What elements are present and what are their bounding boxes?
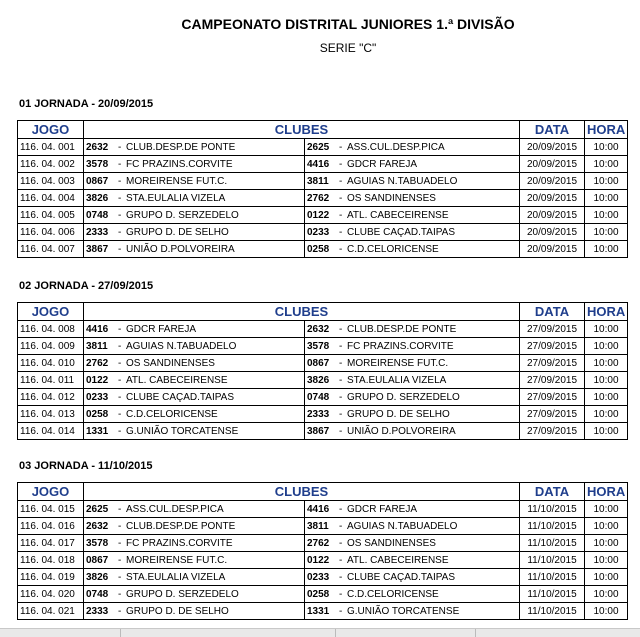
away-club-code: 2625 <box>307 141 330 153</box>
game-id: 116. 04. 012 <box>18 389 84 406</box>
separator: - <box>339 158 343 170</box>
game-date: 20/09/2015 <box>520 190 585 207</box>
separator: - <box>339 588 343 600</box>
away-club-cell <box>305 207 520 224</box>
round-title: 03 JORNADA - 11/10/2015 <box>19 460 153 472</box>
game-date: 11/10/2015 <box>520 603 585 620</box>
away-club-code: 0258 <box>307 588 330 600</box>
separator: - <box>339 605 343 617</box>
separator: - <box>118 391 122 403</box>
header-data: DATA <box>520 303 585 321</box>
home-club-name: GRUPO D. SERZEDELO <box>126 209 239 221</box>
home-club-name: AGUIAS N.TABUADELO <box>126 340 237 352</box>
home-club-name: STA.EULALIA VIZELA <box>126 571 226 583</box>
game-date: 27/09/2015 <box>520 389 585 406</box>
home-club-cell <box>84 518 305 535</box>
table-header-row <box>18 121 628 139</box>
separator: - <box>339 408 343 420</box>
game-id: 116. 04. 006 <box>18 224 84 241</box>
table-row <box>18 552 628 569</box>
home-club-cell <box>84 552 305 569</box>
away-club-cell <box>305 156 520 173</box>
home-club-cell <box>84 224 305 241</box>
away-club-name: MOREIRENSE FUT.C. <box>347 357 449 369</box>
document-title: CAMPEONATO DISTRITAL JUNIORES 1.ª DIVISÃO <box>181 16 515 32</box>
game-date: 27/09/2015 <box>520 406 585 423</box>
game-time: 10:00 <box>585 389 628 406</box>
separator: - <box>339 520 343 532</box>
home-club-code: 1331 <box>86 425 109 437</box>
away-club-cell <box>305 372 520 389</box>
home-club-name: ASS.CUL.DESP.PICA <box>126 503 224 515</box>
home-club-cell <box>84 241 305 258</box>
separator: - <box>339 554 343 566</box>
game-time: 10:00 <box>585 224 628 241</box>
header-jogo: JOGO <box>18 303 84 321</box>
round-title: 02 JORNADA - 27/09/2015 <box>19 280 154 292</box>
separator: - <box>118 537 122 549</box>
table-row <box>18 338 628 355</box>
game-time: 10:00 <box>585 338 628 355</box>
table-row <box>18 190 628 207</box>
header-clubes: CLUBES <box>84 303 520 321</box>
game-date: 20/09/2015 <box>520 207 585 224</box>
away-club-cell <box>305 586 520 603</box>
away-club-cell <box>305 241 520 258</box>
home-club-code: 0867 <box>86 554 109 566</box>
away-club-cell <box>305 139 520 156</box>
table-row <box>18 586 628 603</box>
home-club-code: 2625 <box>86 503 109 515</box>
away-club-code: 0867 <box>307 357 330 369</box>
game-date: 11/10/2015 <box>520 535 585 552</box>
separator: - <box>118 520 122 532</box>
away-club-name: AGUIAS N.TABUADELO <box>347 520 458 532</box>
round-title: 01 JORNADA - 20/09/2015 <box>19 98 154 110</box>
home-club-name: MOREIRENSE FUT.C. <box>126 554 228 566</box>
home-club-cell <box>84 535 305 552</box>
home-club-cell <box>84 190 305 207</box>
home-club-cell <box>84 321 305 338</box>
table-row <box>18 224 628 241</box>
separator: - <box>118 323 122 335</box>
separator: - <box>339 226 343 238</box>
away-club-code: 0122 <box>307 209 330 221</box>
separator: - <box>339 374 343 386</box>
away-club-cell <box>305 518 520 535</box>
away-club-cell <box>305 389 520 406</box>
home-club-name: GRUPO D. DE SELHO <box>126 226 229 238</box>
table-row <box>18 603 628 620</box>
separator: - <box>339 503 343 515</box>
table-row <box>18 501 628 518</box>
away-club-name: GRUPO D. DE SELHO <box>347 408 450 420</box>
home-club-cell <box>84 423 305 440</box>
separator: - <box>118 425 122 437</box>
home-club-cell <box>84 501 305 518</box>
separator: - <box>339 571 343 583</box>
home-club-code: 3826 <box>86 571 109 583</box>
home-club-cell <box>84 603 305 620</box>
game-id: 116. 04. 011 <box>18 372 84 389</box>
home-club-name: OS SANDINENSES <box>126 357 215 369</box>
away-club-code: 3811 <box>307 175 329 187</box>
game-date: 20/09/2015 <box>520 241 585 258</box>
home-club-code: 2333 <box>86 226 109 238</box>
away-club-code: 3811 <box>307 520 329 532</box>
game-date: 20/09/2015 <box>520 156 585 173</box>
game-time: 10:00 <box>585 173 628 190</box>
separator: - <box>339 175 343 187</box>
separator: - <box>118 141 122 153</box>
home-club-name: FC PRAZINS.CORVITE <box>126 158 233 170</box>
away-club-name: ASS.CUL.DESP.PICA <box>347 141 445 153</box>
game-date: 27/09/2015 <box>520 423 585 440</box>
game-id: 116. 04. 009 <box>18 338 84 355</box>
table-row <box>18 535 628 552</box>
game-date: 27/09/2015 <box>520 372 585 389</box>
home-club-cell <box>84 207 305 224</box>
separator: - <box>339 141 343 153</box>
game-time: 10:00 <box>585 603 628 620</box>
separator: - <box>118 554 122 566</box>
header-hora: HORA <box>585 483 628 501</box>
round-table <box>17 482 628 620</box>
header-jogo: JOGO <box>18 121 84 139</box>
home-club-cell <box>84 355 305 372</box>
away-club-cell <box>305 406 520 423</box>
home-club-name: G.UNIÃO TORCATENSE <box>126 425 239 437</box>
separator: - <box>118 226 122 238</box>
table-row <box>18 569 628 586</box>
home-club-cell <box>84 389 305 406</box>
separator: - <box>118 571 122 583</box>
table-row <box>18 241 628 258</box>
header-clubes: CLUBES <box>84 483 520 501</box>
game-time: 10:00 <box>585 518 628 535</box>
away-club-code: 3578 <box>307 340 330 352</box>
away-club-name: CLUBE CAÇAD.TAIPAS <box>347 226 455 238</box>
game-id: 116. 04. 015 <box>18 501 84 518</box>
game-id: 116. 04. 002 <box>18 156 84 173</box>
game-time: 10:00 <box>585 321 628 338</box>
away-club-code: 0122 <box>307 554 330 566</box>
header-data: DATA <box>520 121 585 139</box>
game-date: 27/09/2015 <box>520 321 585 338</box>
away-club-code: 1331 <box>307 605 330 617</box>
separator: - <box>118 588 122 600</box>
away-club-code: 2762 <box>307 537 330 549</box>
game-id: 116. 04. 018 <box>18 552 84 569</box>
separator: - <box>118 408 122 420</box>
home-club-cell <box>84 139 305 156</box>
separator: - <box>118 209 122 221</box>
home-club-name: ATL. CABECEIRENSE <box>126 374 228 386</box>
separator: - <box>339 391 343 403</box>
home-club-code: 0748 <box>86 209 109 221</box>
game-id: 116. 04. 020 <box>18 586 84 603</box>
game-date: 11/10/2015 <box>520 518 585 535</box>
header-hora: HORA <box>585 303 628 321</box>
game-time: 10:00 <box>585 406 628 423</box>
home-club-code: 2632 <box>86 141 109 153</box>
header-jogo: JOGO <box>18 483 84 501</box>
home-club-cell <box>84 586 305 603</box>
away-club-code: 2632 <box>307 323 330 335</box>
home-club-code: 3811 <box>86 340 108 352</box>
away-club-cell <box>305 173 520 190</box>
home-club-code: 0258 <box>86 408 109 420</box>
away-club-code: 4416 <box>307 158 330 170</box>
game-id: 116. 04. 013 <box>18 406 84 423</box>
game-date: 20/09/2015 <box>520 224 585 241</box>
separator: - <box>339 323 343 335</box>
separator: - <box>339 243 343 255</box>
away-club-name: G.UNIÃO TORCATENSE <box>347 605 460 617</box>
away-club-code: 2762 <box>307 192 330 204</box>
game-time: 10:00 <box>585 190 628 207</box>
game-id: 116. 04. 019 <box>18 569 84 586</box>
separator: - <box>339 340 343 352</box>
table-row <box>18 207 628 224</box>
game-date: 11/10/2015 <box>520 552 585 569</box>
away-club-name: C.D.CELORICENSE <box>347 588 439 600</box>
game-id: 116. 04. 010 <box>18 355 84 372</box>
game-id: 116. 04. 003 <box>18 173 84 190</box>
home-club-name: GDCR FAREJA <box>126 323 197 335</box>
separator: - <box>118 243 122 255</box>
game-time: 10:00 <box>585 241 628 258</box>
separator: - <box>118 340 122 352</box>
separator: - <box>339 357 343 369</box>
away-club-name: GDCR FAREJA <box>347 158 418 170</box>
separator: - <box>118 605 122 617</box>
away-club-name: GRUPO D. SERZEDELO <box>347 391 460 403</box>
separator: - <box>118 158 122 170</box>
away-club-cell <box>305 535 520 552</box>
away-club-code: 0233 <box>307 226 330 238</box>
game-time: 10:00 <box>585 156 628 173</box>
away-club-cell <box>305 224 520 241</box>
table-row <box>18 156 628 173</box>
home-club-name: CLUB.DESP.DE PONTE <box>126 141 236 153</box>
home-club-cell <box>84 372 305 389</box>
game-time: 10:00 <box>585 569 628 586</box>
game-id: 116. 04. 005 <box>18 207 84 224</box>
away-club-name: CLUBE CAÇAD.TAIPAS <box>347 571 455 583</box>
game-time: 10:00 <box>585 586 628 603</box>
round-table <box>17 302 628 440</box>
game-id: 116. 04. 017 <box>18 535 84 552</box>
home-club-name: UNIÃO D.POLVOREIRA <box>126 243 235 255</box>
away-club-name: GDCR FAREJA <box>347 503 418 515</box>
away-club-name: ATL. CABECEIRENSE <box>347 554 449 566</box>
away-club-cell <box>305 355 520 372</box>
away-club-cell <box>305 190 520 207</box>
game-time: 10:00 <box>585 372 628 389</box>
separator: - <box>118 175 122 187</box>
game-date: 11/10/2015 <box>520 569 585 586</box>
away-club-code: 0748 <box>307 391 330 403</box>
separator: - <box>118 503 122 515</box>
home-club-code: 0748 <box>86 588 109 600</box>
away-club-cell <box>305 501 520 518</box>
game-date: 27/09/2015 <box>520 338 585 355</box>
series-subtitle: SERIE "C" <box>319 41 377 55</box>
game-id: 116. 04. 004 <box>18 190 84 207</box>
home-club-cell <box>84 173 305 190</box>
table-row <box>18 321 628 338</box>
home-club-cell <box>84 569 305 586</box>
game-time: 10:00 <box>585 423 628 440</box>
home-club-name: CLUBE CAÇAD.TAIPAS <box>126 391 234 403</box>
game-id: 116. 04. 007 <box>18 241 84 258</box>
separator: - <box>118 374 122 386</box>
table-row <box>18 139 628 156</box>
home-club-name: C.D.CELORICENSE <box>126 408 218 420</box>
home-club-code: 0122 <box>86 374 109 386</box>
away-club-code: 3826 <box>307 374 330 386</box>
game-id: 116. 04. 008 <box>18 321 84 338</box>
home-club-name: GRUPO D. DE SELHO <box>126 605 229 617</box>
home-club-name: GRUPO D. SERZEDELO <box>126 588 239 600</box>
game-date: 20/09/2015 <box>520 173 585 190</box>
home-club-code: 3867 <box>86 243 109 255</box>
home-club-code: 0867 <box>86 175 109 187</box>
home-club-cell <box>84 338 305 355</box>
away-club-cell <box>305 423 520 440</box>
away-club-name: OS SANDINENSES <box>347 192 436 204</box>
game-time: 10:00 <box>585 139 628 156</box>
header-data: DATA <box>520 483 585 501</box>
separator: - <box>339 209 343 221</box>
away-club-cell <box>305 321 520 338</box>
home-club-code: 2762 <box>86 357 109 369</box>
table-header-row <box>18 483 628 501</box>
away-club-name: ATL. CABECEIRENSE <box>347 209 449 221</box>
separator: - <box>339 192 343 204</box>
game-id: 116. 04. 001 <box>18 139 84 156</box>
table-row <box>18 423 628 440</box>
table-row <box>18 173 628 190</box>
home-club-code: 3826 <box>86 192 109 204</box>
game-date: 20/09/2015 <box>520 139 585 156</box>
separator: - <box>118 357 122 369</box>
away-club-name: AGUIAS N.TABUADELO <box>347 175 458 187</box>
header-hora: HORA <box>585 121 628 139</box>
table-row <box>18 389 628 406</box>
away-club-name: UNIÃO D.POLVOREIRA <box>347 425 456 437</box>
header-clubes: CLUBES <box>84 121 520 139</box>
home-club-name: STA.EULALIA VIZELA <box>126 192 226 204</box>
away-club-cell <box>305 603 520 620</box>
home-club-code: 4416 <box>86 323 109 335</box>
away-club-name: C.D.CELORICENSE <box>347 243 439 255</box>
away-club-code: 0258 <box>307 243 330 255</box>
table-header-row <box>18 303 628 321</box>
home-club-cell <box>84 156 305 173</box>
game-date: 11/10/2015 <box>520 501 585 518</box>
away-club-name: STA.EULALIA VIZELA <box>347 374 447 386</box>
away-club-name: OS SANDINENSES <box>347 537 436 549</box>
away-club-cell <box>305 569 520 586</box>
away-club-code: 4416 <box>307 503 330 515</box>
home-club-name: MOREIRENSE FUT.C. <box>126 175 228 187</box>
game-id: 116. 04. 021 <box>18 603 84 620</box>
away-club-name: CLUB.DESP.DE PONTE <box>347 323 457 335</box>
home-club-code: 2632 <box>86 520 109 532</box>
away-club-code: 0233 <box>307 571 330 583</box>
game-id: 116. 04. 016 <box>18 518 84 535</box>
game-id: 116. 04. 014 <box>18 423 84 440</box>
home-club-code: 2333 <box>86 605 109 617</box>
game-time: 10:00 <box>585 501 628 518</box>
table-row <box>18 406 628 423</box>
game-time: 10:00 <box>585 355 628 372</box>
home-club-cell <box>84 406 305 423</box>
table-row <box>18 355 628 372</box>
game-time: 10:00 <box>585 207 628 224</box>
home-club-name: FC PRAZINS.CORVITE <box>126 537 233 549</box>
separator: - <box>339 537 343 549</box>
game-time: 10:00 <box>585 552 628 569</box>
home-club-code: 0233 <box>86 391 109 403</box>
away-club-name: FC PRAZINS.CORVITE <box>347 340 454 352</box>
home-club-name: CLUB.DESP.DE PONTE <box>126 520 236 532</box>
game-time: 10:00 <box>585 535 628 552</box>
home-club-code: 3578 <box>86 537 109 549</box>
away-club-code: 3867 <box>307 425 330 437</box>
game-date: 27/09/2015 <box>520 355 585 372</box>
game-date: 11/10/2015 <box>520 586 585 603</box>
separator: - <box>118 192 122 204</box>
away-club-code: 2333 <box>307 408 330 420</box>
separator: - <box>339 425 343 437</box>
round-table <box>17 120 628 258</box>
away-club-cell <box>305 552 520 569</box>
table-row <box>18 372 628 389</box>
table-row <box>18 518 628 535</box>
home-club-code: 3578 <box>86 158 109 170</box>
away-club-cell <box>305 338 520 355</box>
